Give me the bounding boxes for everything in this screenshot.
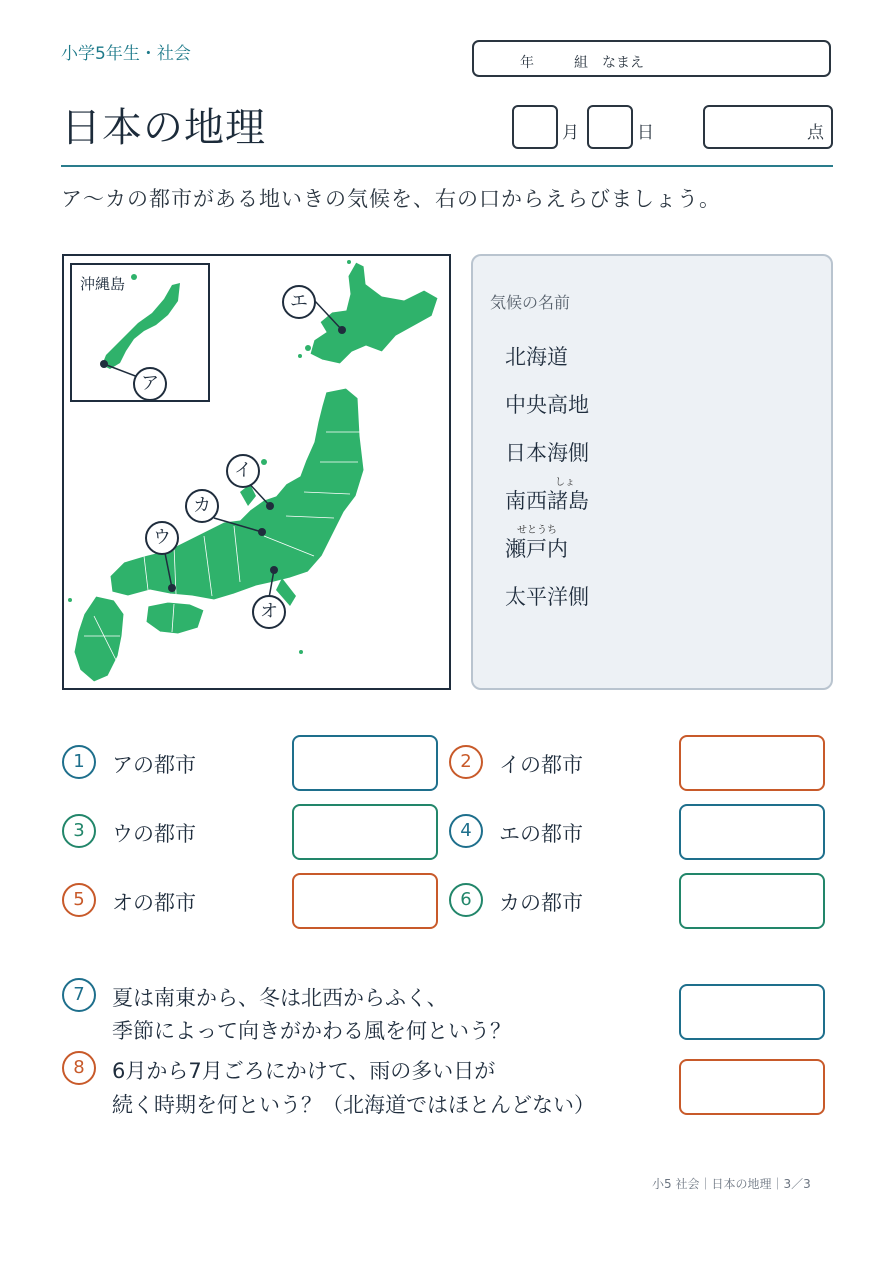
question-7-line1: 夏は南東から、冬は北西からふく、 <box>112 986 448 1010</box>
climate-item: 南西諸島 <box>505 489 589 513</box>
question-number-1: 1 <box>62 745 96 779</box>
question-number-4: 4 <box>449 814 483 848</box>
climate-item: 日本海側 <box>505 441 589 465</box>
question-7-line2: 季節によって向きがかわる風を何という？ <box>112 1019 511 1043</box>
okinawa-shape <box>102 283 180 369</box>
day-input[interactable] <box>587 105 633 149</box>
day-label: 日 <box>637 123 654 143</box>
page-footer: 小5 社会｜日本の地理｜3／3 <box>652 1177 811 1191</box>
question-5-text: オの都市 <box>112 891 196 915</box>
marker-i: イ <box>226 454 260 488</box>
marker-ka: カ <box>185 489 219 523</box>
city-o-dot <box>270 566 278 574</box>
name-field[interactable] <box>472 40 831 77</box>
marker-e: エ <box>282 285 316 319</box>
header-divider <box>61 165 833 167</box>
question-8-line1: 6月から7月ごろにかけて、雨の多い日が <box>112 1059 496 1083</box>
question-3-text: ウの都市 <box>112 822 196 846</box>
answer-box-8[interactable] <box>679 1059 825 1115</box>
name-label: なまえ <box>602 55 644 71</box>
climate-choices-box <box>471 254 833 690</box>
month-input[interactable] <box>512 105 558 149</box>
question-number-8: 8 <box>62 1051 96 1085</box>
city-a-dot <box>100 360 108 368</box>
marker-u: ウ <box>145 521 179 555</box>
climate-heading: 気候の名前 <box>490 293 571 312</box>
city-u-dot <box>168 584 176 592</box>
ruby-sho: しょ <box>555 477 575 488</box>
honshu-shape <box>110 388 364 600</box>
question-number-5: 5 <box>62 883 96 917</box>
climate-item: 中央高地 <box>505 393 589 417</box>
climate-item: 瀬戸内 <box>505 537 568 561</box>
kyushu-shape <box>74 596 124 682</box>
city-i-dot <box>266 502 274 510</box>
answer-box-2[interactable] <box>679 735 825 791</box>
answer-box-4[interactable] <box>679 804 825 860</box>
question-number-6: 6 <box>449 883 483 917</box>
climate-item: 北海道 <box>505 345 568 369</box>
question-6-text: カの都市 <box>499 891 583 915</box>
question-number-3: 3 <box>62 814 96 848</box>
climate-item: 太平洋側 <box>505 585 589 609</box>
answer-box-7[interactable] <box>679 984 825 1040</box>
grade-label: 小学5年生・社会 <box>61 44 191 64</box>
hokkaido-shape <box>310 262 438 364</box>
city-e-dot <box>338 326 346 334</box>
marker-a: ア <box>133 367 167 401</box>
year-label: 年 <box>520 55 534 71</box>
question-4-text: エの都市 <box>499 822 583 846</box>
ruby-setouchi: せとうち <box>517 525 557 536</box>
instruction-text: ア〜カの都市がある地いきの気候を、右の口からえらびましょう。 <box>61 187 721 211</box>
answer-box-3[interactable] <box>292 804 438 860</box>
month-label: 月 <box>562 123 579 143</box>
answer-box-1[interactable] <box>292 735 438 791</box>
answer-box-5[interactable] <box>292 873 438 929</box>
city-ka-dot <box>258 528 266 536</box>
question-8-line2: 続く時期を何という？（北海道ではほとんどない） <box>112 1093 595 1117</box>
question-1-text: アの都市 <box>112 753 196 777</box>
inset-label: 沖縄島 <box>80 275 126 293</box>
question-number-7: 7 <box>62 978 96 1012</box>
question-2-text: イの都市 <box>499 753 583 777</box>
shikoku-shape <box>146 602 204 634</box>
answer-box-6[interactable] <box>679 873 825 929</box>
question-number-2: 2 <box>449 745 483 779</box>
score-label: 点 <box>807 123 824 143</box>
marker-o: オ <box>252 595 286 629</box>
page-title: 日本の地理 <box>61 105 266 151</box>
class-label: 組 <box>574 55 588 71</box>
